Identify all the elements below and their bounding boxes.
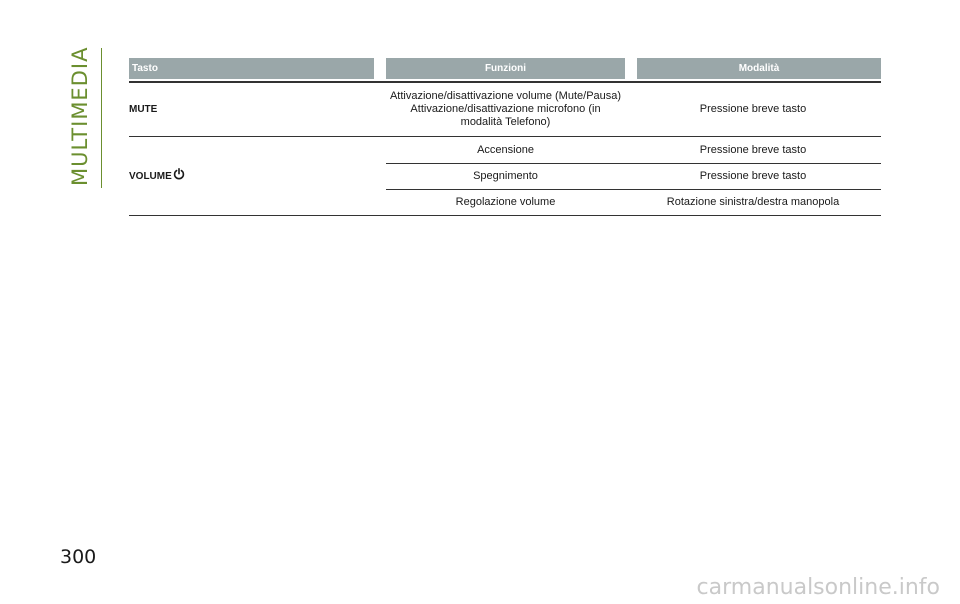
volume-rows [386, 137, 881, 215]
header-gap [625, 58, 637, 79]
key-mute: MUTE [129, 104, 158, 115]
table-row [386, 189, 881, 215]
section-divider [101, 48, 102, 188]
watermark: carmanualsonline.info [696, 575, 940, 600]
volume-mode: Pressione breve tasto [699, 170, 807, 182]
section-title: MULTIMEDIA [68, 46, 92, 186]
volume-function: Regolazione volume [455, 196, 556, 208]
table-row [386, 137, 881, 163]
header-tasto: Tasto [129, 58, 374, 79]
header-funzioni: Funzioni [386, 58, 625, 79]
mute-mode: Pressione breve tasto [699, 103, 807, 115]
page-number: 300 [60, 546, 97, 568]
mute-functions [386, 83, 625, 136]
key-volume [129, 137, 386, 215]
volume-function: Accensione [477, 143, 534, 156]
key-volume-label: VOLUME [129, 170, 172, 182]
table-group-volume [129, 137, 881, 216]
header-modalita: Modalità [637, 58, 881, 79]
table-row-mute [129, 83, 881, 137]
button-functions-table [129, 58, 881, 216]
volume-mode: Rotazione sinistra/destra manopola [666, 196, 840, 208]
table-header [129, 58, 881, 79]
header-gap [374, 58, 386, 79]
volume-function: Spegnimento [473, 170, 538, 182]
table-row [386, 163, 881, 189]
mute-function-line: modalità Telefono) [460, 116, 551, 128]
mute-function-line: Attivazione/disattivazione microfono (in [410, 103, 601, 115]
power-icon [173, 168, 185, 184]
mute-function-line: Attivazione/disattivazione volume (Mute/Pausa) [389, 90, 622, 102]
volume-mode: Pressione breve tasto [699, 143, 807, 156]
